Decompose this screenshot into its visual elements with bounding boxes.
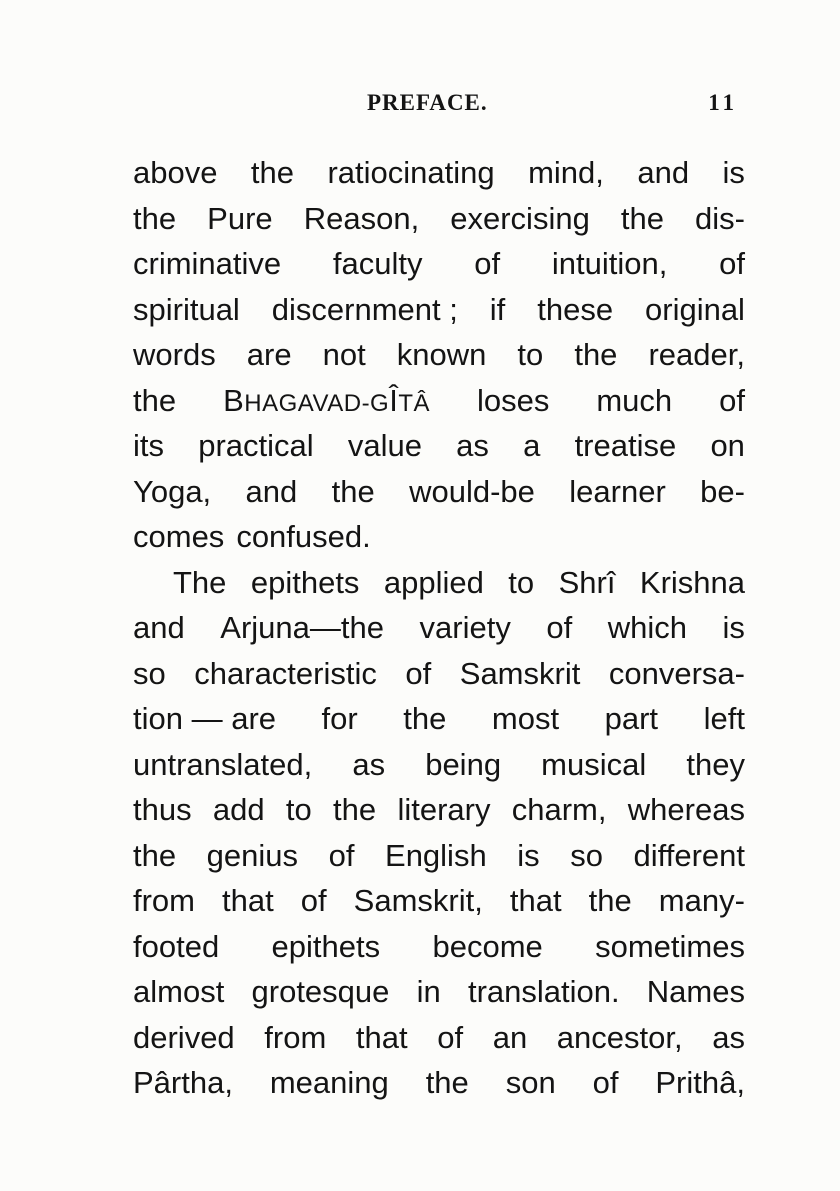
text-line [133, 514, 745, 560]
word: to [517, 337, 544, 372]
word: the [333, 792, 377, 827]
word: from [264, 1019, 327, 1055]
word: and [133, 610, 185, 645]
word: Pârtha, [133, 1065, 233, 1100]
word: thus [133, 792, 192, 827]
text-line [133, 696, 745, 742]
word: an [492, 1019, 528, 1055]
word: the [588, 883, 632, 918]
text-line [133, 196, 745, 242]
word: many- [658, 883, 745, 918]
word: for [321, 701, 358, 736]
word: are [246, 337, 292, 372]
word: that [509, 883, 562, 918]
word: above [133, 155, 218, 190]
word: ancestor, [556, 1019, 683, 1055]
word: known [396, 337, 487, 372]
word: so [570, 837, 603, 873]
word: variety [419, 610, 511, 645]
word: practical [198, 428, 314, 463]
word: the [574, 337, 618, 372]
text-line [133, 878, 745, 924]
word: as [456, 428, 489, 463]
word: untranslated, [133, 746, 313, 782]
word: value [347, 428, 422, 463]
word: of [405, 655, 432, 691]
word: words [133, 337, 216, 372]
text-line [133, 287, 745, 333]
word: if [489, 291, 506, 327]
word: derived [133, 1019, 235, 1055]
word: Reason, [303, 200, 420, 236]
word: epithets [250, 564, 360, 600]
word: as [352, 746, 386, 782]
word: discernment ; [271, 291, 458, 327]
word: the [403, 701, 447, 736]
word: of [719, 246, 745, 281]
word: its [133, 428, 164, 463]
word: that [222, 883, 274, 918]
paragraph [133, 150, 745, 560]
text-line [133, 651, 745, 697]
word: they [686, 746, 745, 782]
word: much [596, 382, 673, 418]
word: to [508, 564, 535, 600]
word: a [523, 428, 541, 463]
word: criminative [133, 246, 282, 281]
word: which [607, 610, 688, 645]
word: charm, [511, 792, 607, 827]
word: the [133, 382, 177, 418]
text-line [133, 150, 745, 196]
running-head [130, 90, 740, 120]
word: that [355, 1019, 408, 1055]
text-line [133, 969, 745, 1015]
word: Arjuna—the [220, 610, 384, 645]
word: part [604, 701, 659, 736]
word: of [300, 883, 327, 918]
word: epithets [271, 928, 381, 964]
word: translation. [467, 974, 620, 1009]
word: applied [383, 564, 484, 600]
word: reader, [648, 337, 745, 372]
word: to [285, 792, 312, 827]
word: is [517, 837, 540, 873]
word: the [425, 1065, 469, 1100]
word: is [722, 610, 745, 645]
word: is [722, 155, 745, 190]
word: so [133, 655, 166, 691]
body-text [133, 150, 745, 1106]
word: exercising [450, 200, 590, 236]
word: original [645, 291, 745, 327]
word: conversa- [608, 655, 745, 691]
word: Names [646, 974, 745, 1009]
word: the [250, 155, 295, 190]
word: Yoga, [133, 473, 212, 509]
word: the [133, 837, 177, 873]
word: these [537, 291, 614, 327]
word: footed [133, 928, 220, 964]
word: son [505, 1065, 556, 1100]
text-line [133, 787, 745, 833]
word: confused. [236, 519, 371, 554]
word: loses [477, 382, 550, 418]
word: would-be [409, 473, 535, 509]
word: whereas [627, 792, 745, 827]
text-line [133, 742, 745, 788]
word: of [437, 1019, 464, 1055]
word: become [432, 928, 543, 964]
text-line [133, 605, 745, 651]
word: add [212, 792, 265, 827]
word: the [620, 200, 664, 236]
word: the [331, 473, 375, 509]
word: The [173, 564, 227, 600]
word: Pure [207, 200, 273, 236]
word: of [719, 382, 745, 418]
paragraph [133, 560, 745, 1106]
word: almost [133, 974, 225, 1009]
text-line [133, 332, 745, 378]
word: mind, [528, 155, 604, 190]
word: faculty [332, 246, 423, 281]
word: different [633, 837, 745, 873]
word: as [712, 1019, 745, 1055]
text-line [133, 423, 745, 469]
word: most [491, 701, 560, 736]
word: intuition, [551, 246, 668, 281]
word: Prithâ, [655, 1065, 745, 1100]
word: the [133, 200, 177, 236]
word: genius [206, 837, 299, 873]
word: grotesque [251, 974, 390, 1009]
word: Samskrit, [353, 883, 483, 918]
word: and [245, 473, 298, 509]
word: of [474, 246, 501, 281]
text-line [133, 241, 745, 287]
text-line [133, 560, 745, 606]
word: be- [700, 473, 745, 509]
text-line [133, 833, 745, 879]
word: being [425, 746, 502, 782]
word: musical [541, 746, 647, 782]
word: treatise [574, 428, 677, 463]
word: ratiocinating [327, 155, 495, 190]
word: meaning [269, 1065, 389, 1100]
running-head-title: PREFACE. [367, 90, 488, 115]
text-line [133, 1060, 745, 1106]
word: dis- [695, 200, 745, 236]
word: spiritual [133, 291, 240, 327]
word: left [703, 701, 745, 736]
word: on [710, 428, 745, 463]
text-line [133, 378, 745, 424]
word: of [592, 1065, 619, 1100]
text-line [133, 469, 745, 515]
bhagavad-gita-smallcaps: BHAGAVAD-GÎTÂ [223, 382, 431, 418]
word: Samskrit [459, 655, 581, 691]
word: and [637, 155, 690, 190]
word: learner [569, 473, 666, 509]
text-line [133, 924, 745, 970]
word: Krishna [639, 564, 745, 600]
word: comes [133, 519, 225, 554]
word: characteristic [194, 655, 377, 691]
page-number: 11 [708, 90, 738, 115]
word: literary [397, 792, 491, 827]
word: tion — are [133, 701, 277, 736]
text-line [133, 1015, 745, 1061]
word: in [416, 974, 441, 1009]
word: Shrî [558, 564, 616, 600]
word: of [546, 610, 573, 645]
word: not [322, 337, 366, 372]
word: sometimes [595, 928, 745, 964]
word: English [385, 837, 487, 873]
word: of [328, 837, 355, 873]
word: from [133, 883, 195, 918]
